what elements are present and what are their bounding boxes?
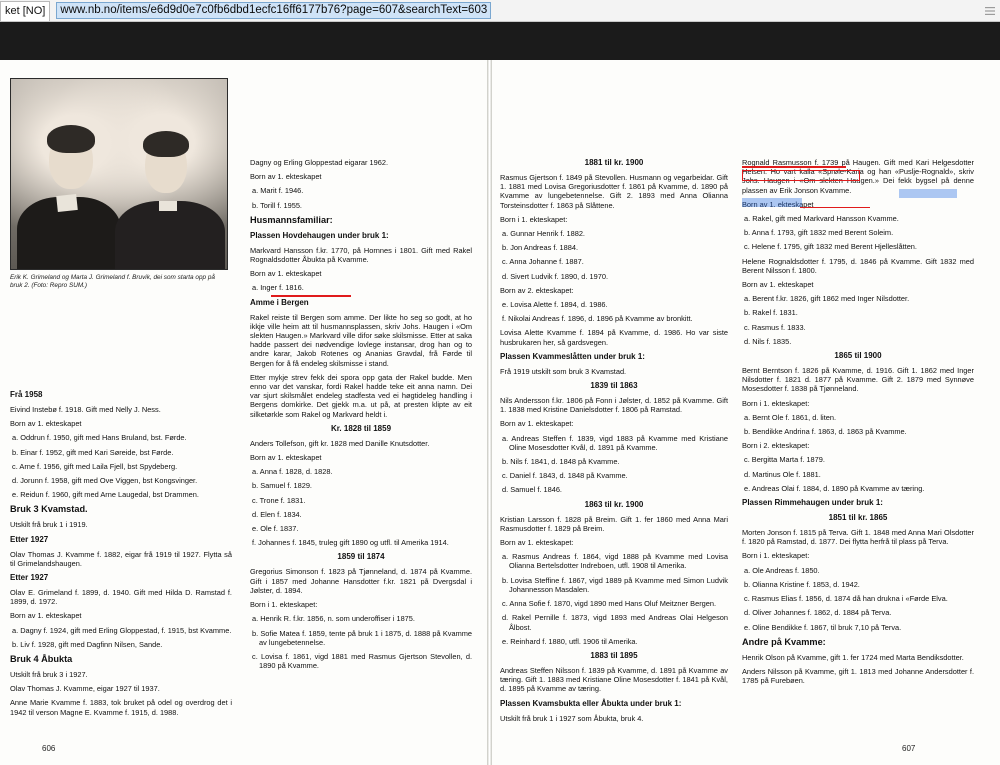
col4-child-entry: e. Andreas Olai f. 1884, d. 1890 på Kvamme av tæring.	[744, 483, 925, 493]
col1-child-entry: b. Einar f. 1952, gift med Kari Søreide, bst Førde.	[12, 447, 174, 457]
col2-paragraph: Rakel reiste til Bergen som amme. Der likte ho seg so godt, at ho ikkje ville heim att til husmannsplassen, skriv Johs. Haugen i «Om slekten Haugen.» Markvard ville difor søke skilsmisse. Etter at saka hadde passert dei nødvendige lovlege instansar, drog han og to andre karar, Jakob Rotenes og Ananias Gravdal, frå Førde til Bergen for å få endeleg skilsmisse i stand.	[250, 312, 472, 368]
col3-child-entry: b. Jon Andreas f. 1884.	[502, 243, 579, 253]
col1-subheading: Etter 1927	[10, 534, 49, 544]
col2-child-entry: a. Anna f. 1828, d. 1828.	[252, 467, 333, 477]
col2-child-entry: a. Inger f. 1816.	[252, 283, 304, 293]
col2-paragraph: Born i 1. ekteskapet:	[250, 600, 318, 610]
col3-paragraph: Utskilt frå bruk 1 i 1927 som Åbukta, bruk 4.	[500, 713, 644, 723]
col3-child-entry: e. Reinhard f. 1880, utfl. 1906 til Amerika.	[502, 636, 638, 646]
folio-left: 606	[42, 744, 56, 753]
col3-child-entry: b. Nils f. 1841, d. 1848 på Kvamme.	[502, 457, 620, 467]
col4-subheading: Plassen Rimmehaugen under bruk 1:	[742, 498, 883, 508]
col3-paragraph: Rasmus Gjertson f. 1849 på Stevollen. Husmann og vegarbeidar. Gift 1. 1881 med Lovisa Gregoriusdotter f. 1861 på Kvamme, d. 1890 på Kvamme av lungebetennelse. Gift 2. 1893 med Anna Olianna Torsteinsdotter f. 1863 på Slåttene.	[500, 173, 728, 210]
col3-period-heading: 1839 til 1863	[590, 381, 638, 391]
col3-child-entry: c. Anna Johanne f. 1887.	[502, 257, 584, 267]
col1-paragraph: Olav E. Grimeland f. 1899, d. 1940. Gift med Hilda D. Ramstad f. 1899, d. 1972.	[10, 588, 232, 607]
col4-heading: Andre på Kvamme:	[742, 636, 826, 647]
column-3	[500, 158, 728, 765]
column-1	[10, 390, 232, 765]
col3-child-entry: d. Sivert Ludvik f. 1890, d. 1970.	[502, 271, 608, 281]
col3-paragraph: Born i 1. ekteskapet:	[500, 214, 568, 224]
col3-period-heading: 1883 til 1895	[590, 650, 638, 660]
col4-child-entry: b. Olianna Kristine f. 1853, d. 1942.	[744, 579, 860, 589]
col1-paragraph: Utskilt frå bruk 1 i 1919.	[10, 520, 88, 530]
col4-period-heading: 1865 til 1900	[834, 351, 882, 361]
col3-paragraph: Born av 2. ekteskapet:	[500, 285, 574, 295]
col2-heading: Husmannsfamiliar:	[250, 214, 333, 225]
col4-paragraph: Born i 2. ekteskapet:	[742, 441, 810, 451]
col2-subheading: Amme i Bergen	[250, 297, 309, 307]
col3-child-entry: b. Lovisa Steffine f. 1867, vigd 1889 på Kvamme med Simon Ludvik Johannesson Masdalen.	[502, 575, 728, 594]
col3-child-entry: f. Nikolai Andreas f. 1896, d. 1896 på Kvamme av bronkitt.	[502, 314, 693, 324]
col4-child-entry: a. Bernt Ole f. 1861, d. liten.	[744, 412, 837, 422]
col1-child-entry: b. Liv f. 1928, gift med Dagfinn Nilsen, Sande.	[12, 639, 163, 649]
col1-paragraph: Born av 1. ekteskapet	[10, 611, 82, 621]
document-viewer[interactable]	[0, 22, 1000, 765]
col4-child-entry: b. Anna f. 1793, gift 1832 med Berent Soleim.	[744, 228, 894, 238]
address-bar[interactable]: www.nb.no/items/e6d9d0e7c0fb6dbd1ecfc16ff6177b76?page=607&searchText=603	[56, 2, 491, 19]
col4-child-entry: d. Nils f. 1835.	[744, 336, 792, 346]
browser-tab[interactable]: ket [NO]	[0, 1, 50, 21]
col4-child-entry: e. Oline Bendikke f. 1867, til bruk 7,10 på Terva.	[744, 622, 902, 632]
col3-child-entry: d. Samuel f. 1846.	[502, 485, 562, 495]
column-2	[250, 158, 472, 765]
column-4	[742, 158, 974, 765]
col2-child-entry: e. Ole f. 1837.	[252, 524, 299, 534]
col1-child-entry: d. Jorunn f. 1958, gift med Ove Viggen, bst Kongsvinger.	[12, 476, 198, 486]
col2-child-entry: d. Elen f. 1834.	[252, 509, 302, 519]
col4-paragraph: Bernt Berntson f. 1826 på Kvamme, d. 1916. Gift 1. 1862 med Inger Nilsdotter f. 1821 d. 1877 på Kvamme. Gift 2. 1879 med Synnøve Mosesdotter f. 1838 på Tjønneland.	[742, 366, 974, 394]
chrome-right-controls	[984, 5, 1000, 17]
col2-paragraph: Born av 1. ekteskapet	[250, 172, 322, 182]
col1-paragraph: Anne Marie Kvamme f. 1883, tok bruket på odel og overdrog det i 1942 til verson Magne E. Kvamme f. 1915, d. 1988.	[10, 698, 232, 717]
col4-paragraph: Born i 1. ekteskapet:	[742, 398, 810, 408]
col4-child-entry: d. Oliver Johannes f. 1862, d. 1884 på Terva.	[744, 608, 892, 618]
col3-child-entry: c. Anna Sofie f. 1870, vigd 1890 med Hans Oluf Meitzner Bergen.	[502, 599, 717, 609]
col3-period-heading: 1881 til kr. 1900	[584, 158, 644, 167]
col2-child-entry: a. Marit f. 1946.	[252, 186, 304, 196]
col4-paragraph: Anders Nilsson på Kvamme, gift 1. 1813 med Johanne Andersdotter f. 1785 på Furebøen.	[742, 666, 974, 686]
col3-child-entry: a. Rasmus Andreas f. 1864, vigd 1888 på Kvamme med Lovisa Olianna Bertelsdotter Indreboen, utfl. 1908 til Amerika.	[502, 552, 728, 571]
col1-subheading: Etter 1927	[10, 573, 49, 583]
col1-subheading: Frå 1958	[10, 390, 43, 399]
col2-period-heading: 1859 til 1874	[337, 552, 385, 562]
col1-child-entry: c. Arne f. 1956, gift med Laila Fjell, bst Spydeberg.	[12, 461, 178, 471]
col2-subheading: Plassen Hovdehaugen under bruk 1:	[250, 230, 389, 240]
col4-child-entry: b. Rakel f. 1831.	[744, 308, 798, 318]
col2-paragraph: Markvard Hansson f.kr. 1770, på Hornnes i 1801. Gift med Rakel Rognaldsdotter Åbukta på Kvamme.	[250, 245, 472, 265]
col3-child-entry: a. Andreas Steffen f. 1839, vigd 1883 på Kvamme med Kristiane Oline Mosesdotter Kvål, d. 1891 på Kvamme.	[502, 433, 728, 452]
col2-child-entry: a. Henrik R. f.kr. 1856, n. som underoffiser i 1875.	[252, 614, 415, 624]
col1-paragraph: Utskilt frå bruk 3 i 1927.	[10, 670, 88, 680]
book-gutter	[487, 60, 492, 765]
browser-chrome	[0, 0, 1000, 22]
col2-paragraph: Born av 1. ekteskapet	[250, 269, 322, 279]
col4-child-entry: c. Rasmus f. 1833.	[744, 322, 806, 332]
col3-child-entry: d. Rakel Pernille f. 1873, vigd 1893 med Andreas Olai Helgeson Ålbost.	[502, 613, 728, 632]
col2-child-entry: c. Lovisa f. 1861, vigd 1881 med Rasmus Gjertson Stevollen, d. 1890 på Kvamme.	[252, 651, 472, 671]
col4-child-entry: a. Rakel, gift med Markvard Hansson Kvamme.	[744, 214, 899, 224]
col2-paragraph: Anders Tollefson, gift kr. 1828 med Danille Knutsdotter.	[250, 438, 430, 448]
col3-child-entry: a. Gunnar Henrik f. 1882.	[502, 229, 585, 239]
col2-paragraph: Etter mykje strev fekk dei spora opp gata der Rakel budde. Men enno var det vanskar, fordi Rakel hadde teke eit anna namn. Dei var sjurt skilsmålet endeleg stadfesta ved ei høgtideleg handling i Bergens domkirke. Det gjekk m.a. ut på, at presten klipte av eit silketørkle som Rakel og Markvard heldt i.	[250, 372, 472, 419]
col4-paragraph: Morten Jonson f. 1815 på Terva. Gift 1. 1848 med Anna Mari Olsdotter f. 1820 på Ramstad, d. 1877. Dei flytta herfrå til plass på Terva.	[742, 528, 974, 547]
col4-paragraph: Helene Rognaldsdotter f. 1795, d. 1846 på Kvamme. Gift 1832 med Berent Nilsson f. 1800.	[742, 256, 974, 275]
col4-paragraph: Born av 1. ekteskapet	[742, 280, 814, 290]
col2-child-entry: b. Samuel f. 1829.	[252, 481, 312, 491]
col4-paragraph: Henrik Olson på Kvamme, gift 1. fer 1724 med Marta Bendiksdotter.	[742, 652, 964, 662]
col2-child-entry: b. Sofie Matea f. 1859, tente på bruk 1 i 1875, d. 1888 på Kvamme av lungebetennelse.	[252, 628, 472, 647]
col3-subheading: Plassen Kvammeslåtten under bruk 1:	[500, 351, 645, 361]
col1-paragraph: Olav Thomas J. Kvamme, eigar 1927 til 1937.	[10, 684, 160, 694]
col4-paragraph: Born av 1. ekteskapet	[742, 199, 814, 209]
col3-paragraph: Born av 1. ekteskapet:	[500, 419, 574, 429]
col3-child-entry: c. Daniel f. 1843, d. 1848 på Kvamme.	[502, 471, 628, 481]
col1-heading: Bruk 4 Åbukta	[10, 654, 73, 665]
col1-paragraph: Olav Thomas J. Kvamme f. 1882, eigar frå 1919 til 1927. Flytta så til Grimelandshaugen.	[10, 549, 232, 568]
col1-paragraph: Eivind Instebø f. 1918. Gift med Nelly J. Ness.	[10, 405, 161, 414]
col2-paragraph: Gregorius Simonson f. 1823 på Tjønneland, d. 1874 på Kvamme. Gift i 1857 med Johanne Hansdotter f.kr. 1821 på Dvergsdal i Jølster, d. 1894.	[250, 567, 472, 595]
col1-paragraph: Born av 1. ekteskapet	[10, 419, 82, 429]
col4-child-entry: c. Bergitta Marta f. 1879.	[744, 455, 825, 465]
col4-child-entry: c. Rasmus Elias f. 1856, d. 1874 då han drukna i «Førde Elva.	[744, 594, 948, 604]
col4-paragraph: Born i 1. ekteskapet:	[742, 551, 810, 561]
col3-paragraph: Nils Andersson f.kr. 1806 på Fonn i Jølster, d. 1852 på Kvamme. Gift 1. 1838 med Kristine Danielsdotter f. 1806 på Ramstad.	[500, 396, 728, 415]
col1-heading: Bruk 3 Kvamstad.	[10, 504, 88, 515]
col4-child-entry: a. Berent f.kr. 1826, gift 1862 med Inger Nilsdotter.	[744, 294, 910, 304]
col2-paragraph: Dagny og Erling Gloppestad eigarar 1962.	[250, 158, 389, 167]
col2-child-entry: b. Torill f. 1955.	[252, 200, 302, 210]
col2-paragraph: Born av 1. ekteskapet	[250, 453, 322, 463]
col4-period-heading: 1851 til kr. 1865	[828, 513, 888, 523]
col4-paragraph: Rognald Rasmusson f. 1739 på Haugen. Gift med Kari Helgesdotter Helsen. Ho vart kalla «Sprøle-Karia og han «Puslje-Rognald», skriv Johs. Haugen i «Om slekten Haugen.» Dei fekk bygsel på denne plassen av Erik Jonson Kvamme.	[742, 158, 974, 195]
col3-subheading: Plassen Kvamsbukta eller Åbukta under bruk 1:	[500, 698, 682, 708]
col1-child-entry: e. Reidun f. 1960, gift med Arne Laugedal, bst Drammen.	[12, 490, 199, 500]
col2-child-entry: c. Trone f. 1831.	[252, 495, 306, 505]
col1-child-entry: a. Dagny f. 1924, gift med Erling Gloppestad, f. 1915, bst Kvamme.	[12, 625, 232, 635]
col3-paragraph: Born av 1. ekteskapet:	[500, 538, 574, 548]
col1-child-entry: a. Oddrun f. 1950, gift med Hans Bruland, bst. Førde.	[12, 433, 187, 443]
col2-child-entry: f. Johannes f. 1845, truleg gift 1890 og utfl. til Amerika 1914.	[252, 538, 449, 548]
col2-period-heading: Kr. 1828 til 1859	[330, 423, 392, 433]
col3-child-entry: e. Lovisa Alette f. 1894, d. 1986.	[502, 300, 608, 310]
col3-paragraph: Andreas Steffen Nilsson f. 1839 på Kvamme, d. 1891 på Kvamme av tæring. Gift 1. 1883 med Kristiane Oline Mosesdotter f. 1841 på Kvål, d. 1895 på Kvamme av tæring.	[500, 665, 728, 694]
photo-caption: Erik K. Grimeland og Marta J. Grimeland f. Bruvik, dei som starta opp på bruk 2. (Foto: Repro SUM.)	[10, 274, 215, 289]
col3-paragraph: Kristian Larsson f. 1828 på Breim. Gift 1. fer 1860 med Anna Mari Rasmusdotter f. 1829 på Breim.	[500, 514, 728, 533]
menu-icon[interactable]	[984, 5, 996, 17]
col3-period-heading: 1863 til kr. 1900	[584, 499, 644, 509]
col4-child-entry: d. Martinus Ole f. 1881.	[744, 469, 821, 479]
folio-right: 607	[902, 744, 916, 753]
col4-child-entry: c. Helene f. 1795, gift 1832 med Berent Hjelleslåtten.	[744, 242, 917, 252]
col4-child-entry: b. Bendikke Andrina f. 1863, d. 1863 på Kvamme.	[744, 427, 907, 437]
col3-paragraph: Frå 1919 utskilt som bruk 3 Kvamstad.	[500, 366, 627, 376]
col4-child-entry: a. Ole Andreas f. 1850.	[744, 565, 820, 575]
scanned-page-spread	[0, 60, 1000, 765]
col3-paragraph: Lovisa Alette Kvamme f. 1894 på Kvamme, d. 1986. Ho var siste husbrukaren her, så gardsvegen.	[500, 328, 728, 347]
photograph	[10, 78, 228, 270]
